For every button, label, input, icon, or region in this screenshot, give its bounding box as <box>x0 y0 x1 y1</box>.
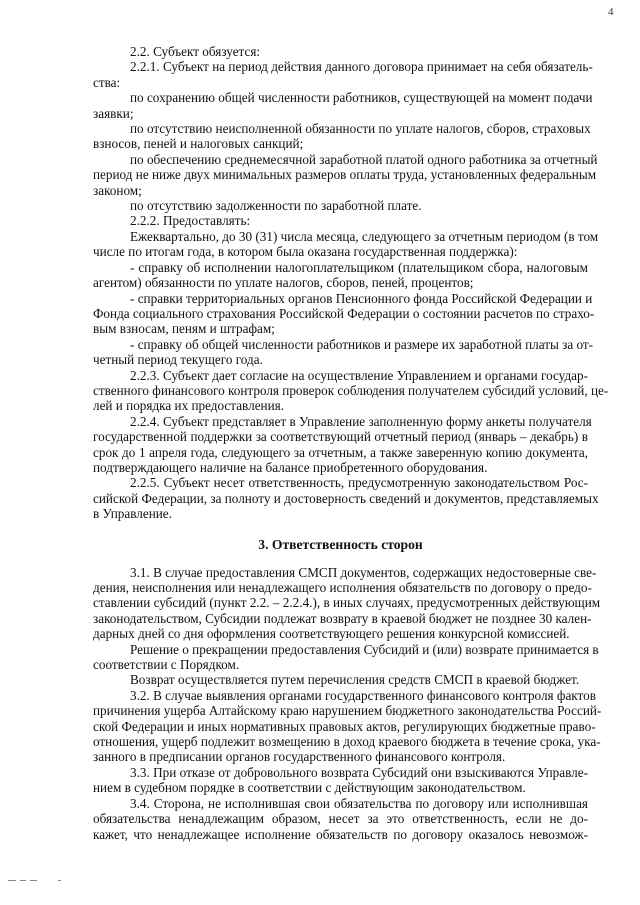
text-line: 3.1. В случае предоставления СМСП документов, содержащих недостоверные све- <box>130 564 597 580</box>
text-line: срок до 1 апреля года, следующего за отчетным, а также заверенную копию документа, <box>93 444 588 460</box>
text-line: 2.2.2. Предоставлять: <box>130 213 251 229</box>
text-line: по отсутствию задолженности по заработной плате. <box>130 198 422 214</box>
text-line: в Управление. <box>93 506 172 522</box>
text-line: период не ниже двух минимальных размеров оплаты труда, установленных федеральным <box>93 167 597 183</box>
text-line: кажет, что ненадлежащее исполнение обязательств по договору оказалось невозмож- <box>93 826 588 842</box>
text-line: сийской Федерации, за полноту и достоверность сведений и документов, представляемых <box>93 490 599 506</box>
section-3-heading: 3. Ответственность сторон <box>258 536 423 552</box>
text-line: 3.2. В случае выявления органами государственного финансового контроля фактов <box>130 687 596 703</box>
section-2-2-clauses <box>93 44 609 522</box>
text-line: 2.2.4. Субъект представляет в Управление заполненную форму анкеты получателя <box>130 413 592 429</box>
section-3-clauses <box>93 564 602 842</box>
text-line: числе по итогам года, в котором была оказана государственная поддержка): <box>93 244 518 260</box>
text-line: четный период текущего года. <box>93 352 263 368</box>
text-line: дарных дней со дня оформления соответствующего решения конкурсной комиссией. <box>93 626 570 642</box>
text-line: 3.3. При отказе от добровольного возврата Субсидий они взыскиваются Управле- <box>130 764 588 780</box>
text-line: взносов, пеней и налоговых санкций; <box>93 136 304 152</box>
text-line: нием в судебном порядке в соответствии с действующим законодательством. <box>93 780 526 796</box>
text-line: по отсутствию неисполненной обязанности по уплате налогов, сборов, страховых <box>130 121 591 137</box>
text-line: 2.2. Субъект обязуется: <box>130 44 261 59</box>
text-line: ставлении субсидий (пункт 2.2. – 2.2.4.), в иных случаях, предусмотренных действующим <box>93 595 601 611</box>
text-line: отношения, ущерб подлежит возмещению в доход краевого бюджета в течение срока, ука- <box>93 734 601 750</box>
text-line: государственной поддержки за соответствующий отчетный период (январь – декабрь) в <box>93 429 588 445</box>
text-line: Решение о прекращении предоставления Субсидий и (или) возврате принимается в <box>130 641 599 657</box>
text-line: заявки; <box>93 105 134 121</box>
text-line: соответствии с Порядком. <box>93 657 240 673</box>
document-body <box>93 44 609 842</box>
text-line: дения, неисполнения или ненадлежащего исполнения обязательств по договору о предо- <box>93 580 592 595</box>
page-number: 4 <box>608 6 614 18</box>
text-line: - справку об исполнении налогоплательщиком (плательщиком сбора, налоговым <box>130 259 588 275</box>
text-line: ства: <box>93 74 121 90</box>
text-line: по сохранению общей численности работников, существующей на момент подачи <box>130 90 593 106</box>
text-line: подтверждающего наличие на балансе приобретенного оборудования. <box>93 459 488 475</box>
text-line: вым взносам, пеням и штрафам; <box>93 321 275 337</box>
text-line: агентом) обязанности по уплате налогов, сборов, пеней, процентов; <box>93 275 474 291</box>
text-line: обязательства ненадлежащим образом, несет за это ответственность, если не до- <box>93 811 588 827</box>
text-line: законодательством, Субсидии подлежат возврату в краевой бюджет не позднее 30 кален- <box>93 610 592 626</box>
text-line: ской Федерации и иных нормативных правовых актов, регулирующих бюджетные право- <box>93 718 596 734</box>
text-line: Возврат осуществляется путем перечисления средств СМСП в краевой бюджет. <box>130 672 580 688</box>
text-line: 2.2.3. Субъект дает согласие на осуществление Управлением и органами государ- <box>130 367 588 383</box>
text-line: причинения ущерба Алтайскому краю нарушением бюджетного законодательства Россий- <box>93 703 602 719</box>
text-line: - справки территориальных органов Пенсионного фонда Российской Федерации и <box>130 290 593 306</box>
text-line: занного в предписании органов государственного финансового контроля. <box>93 749 506 765</box>
text-line: лей и порядка их предоставления. <box>93 398 285 414</box>
text-line: 2.2.5. Субъект несет ответственность, предусмотренную законодательством Рос- <box>130 475 588 491</box>
text-line: 3.4. Сторона, не исполнившая свои обязательства по договору или исполнившая <box>130 795 588 811</box>
text-line: законом; <box>93 182 142 198</box>
text-line: Ежеквартально, до 30 (31) числа месяца, следующего за отчетным периодом (в том <box>130 228 599 244</box>
text-line: Фонда социального страхования Российской Федерации о состоянии расчетов по страхо- <box>93 305 595 321</box>
text-line: ственного финансового контроля проверок соблюдения получателем субсидий условий, це- <box>93 382 609 398</box>
text-line: - справку об общей численности работников и размере их заработной платы за от- <box>130 336 594 352</box>
text-line: по обеспечению среднемесячной заработной платой одного работника за отчетный <box>130 151 598 167</box>
scan-artifact-marks <box>8 880 68 884</box>
text-line: 2.2.1. Субъект на период действия данного договора принимает на себя обязатель- <box>130 59 593 75</box>
